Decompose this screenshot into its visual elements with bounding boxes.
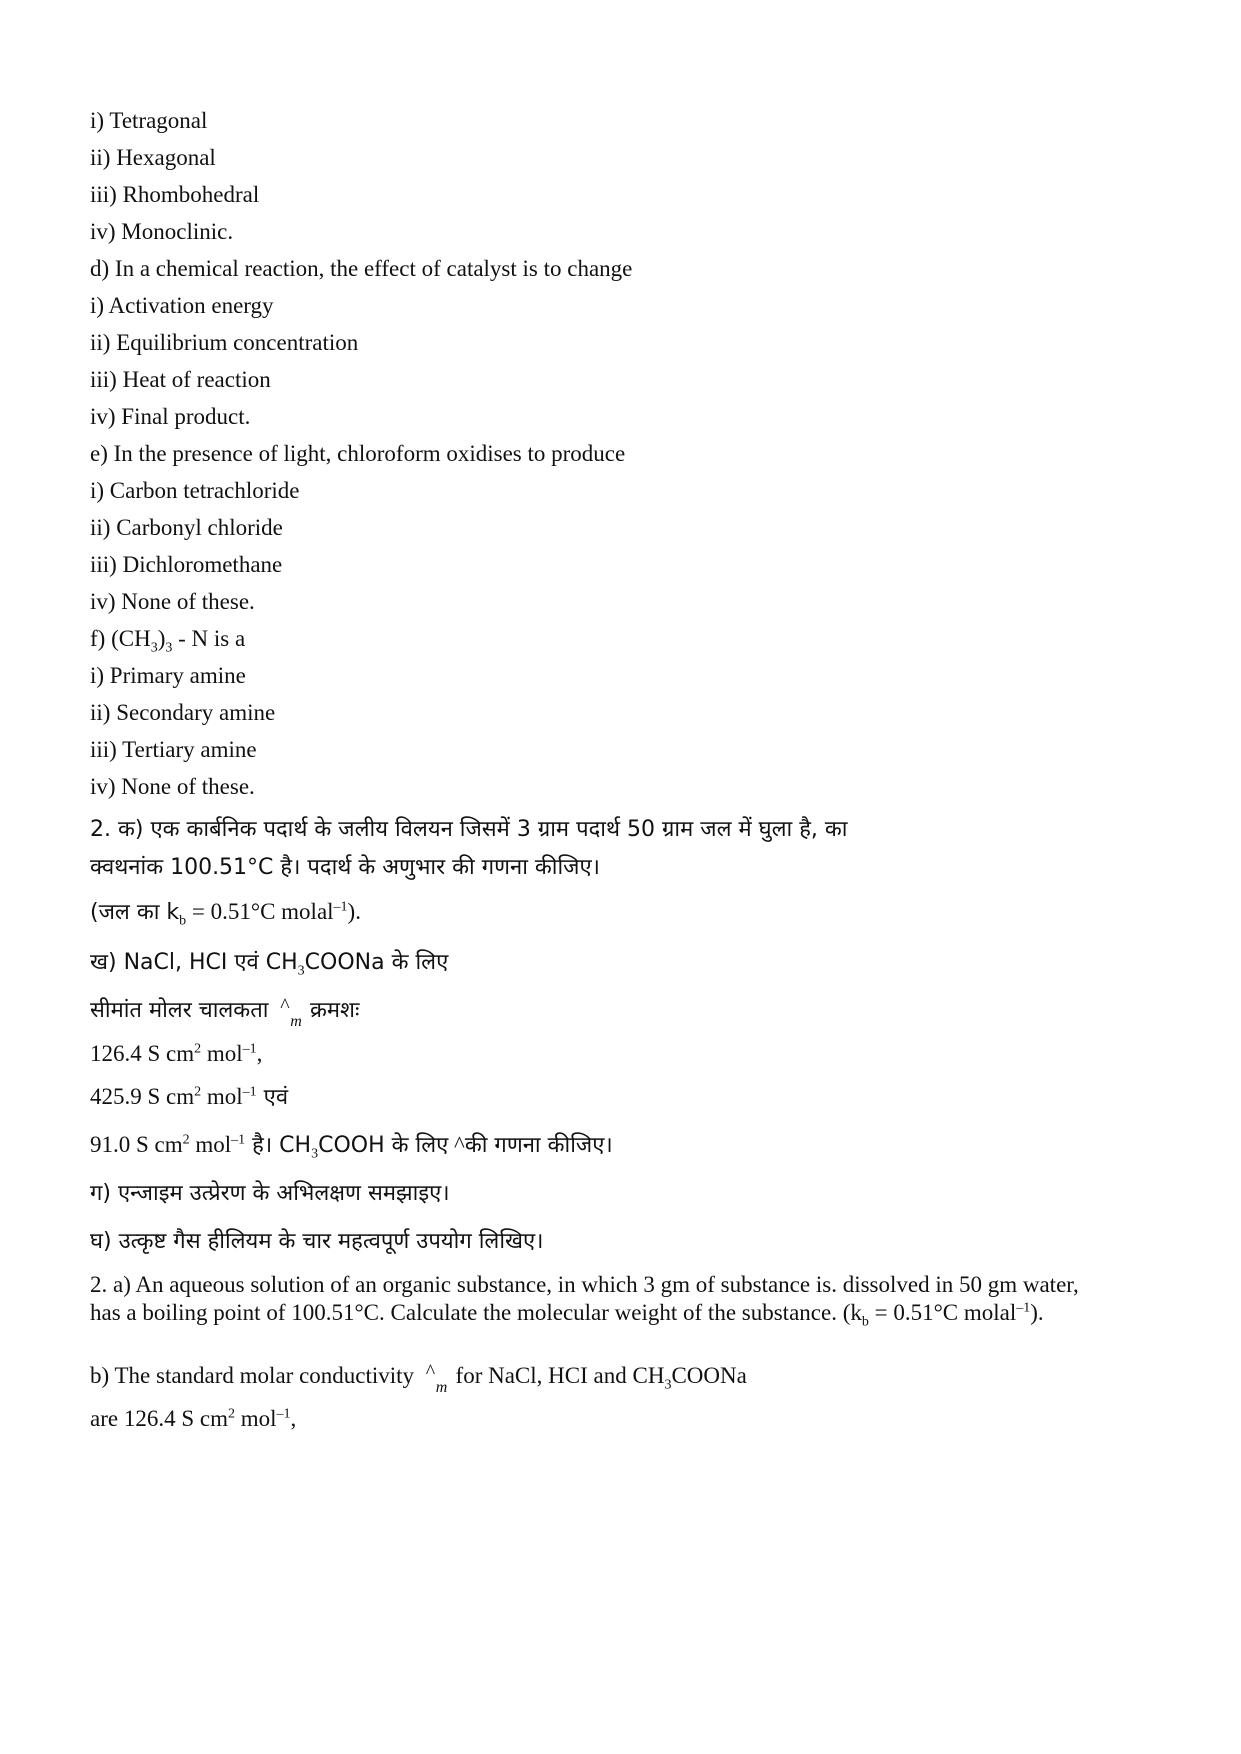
d-option-1: i) Activation energy: [90, 293, 274, 318]
question-f: f) $(CH_3)_3$ - N is a: [90, 626, 246, 656]
lambda-hat: ^: [454, 1132, 465, 1157]
conductivity-value-1: 126.4 S $cm^2$ mol$^{-1}$,: [90, 1041, 263, 1066]
e-option-4: iv) None of these.: [90, 589, 255, 614]
lambda-symbol: ^ m: [280, 995, 302, 1030]
f-option-1: i) Primary amine: [90, 663, 246, 688]
c-option-2: ii) Hexagonal: [90, 145, 216, 170]
e-option-3: iii) Dichloromethane: [90, 552, 283, 577]
e-option-1: i) Carbon tetrachloride: [90, 478, 300, 503]
c-option-3: iii) Rhombohedral: [90, 182, 260, 207]
d-option-2: ii) Equilibrium concentration: [90, 330, 359, 355]
hindi-question-2d: घ) उत्कृष्ट गैस हीलियम के चार महत्वपूर्ण उपयोग लिखिए।: [90, 1229, 544, 1254]
hindi-question-2b-line2: सीमांत मोलर चालकता ^ m क्रमशः: [90, 995, 360, 1030]
hindi-question-2a-kb: (जल का $k_b = 0.51^\circ C$ molal$^{-1}$).: [90, 899, 361, 929]
question-d: d) In a chemical reaction, the effect of catalyst is to change: [90, 256, 633, 281]
hindi-question-2b-line1: ख) NaCl, HCI एवं $CH_3COONa$ के लिए: [90, 950, 449, 979]
english-question-2b-line1: b) The standard molar conductivity ^ m for NaCl, HCI and $CH_3COONa$: [90, 1361, 747, 1396]
f-option-3: iii) Tertiary amine: [90, 737, 257, 762]
c-option-4: iv) Monoclinic.: [90, 219, 234, 244]
d-option-4: iv) Final product.: [90, 404, 251, 429]
hindi-question-2a-line1: 2. क) एक कार्बनिक पदार्थ के जलीय विलयन जिसमें 3 ग्राम पदार्थ 50 ग्राम जल में घुला है, का: [90, 817, 848, 842]
english-question-2a: 2. a) An aqueous solution of an organic substance, in which 3 gm of substance is. dissolved in 50 gm water, has a boiling point of 100.51°C. Calculate the molecular weight of the substance. ($k_b = 0.51^\circ C$ molal$^{-1}$).: [90, 1272, 1079, 1330]
hindi-question-2a-line2: क्वथनांक 100.51°C है। पदार्थ के अणुभार की गणना कीजिए।: [90, 855, 601, 880]
f-option-4: iv) None of these.: [90, 774, 255, 799]
d-option-3: iii) Heat of reaction: [90, 367, 271, 392]
question-e: e) In the presence of light, chloroform oxidises to produce: [90, 441, 626, 466]
lambda-symbol: ^ m: [425, 1361, 448, 1396]
english-question-2b-line2: are 126.4 S $cm^2$ mol$^{-1}$,: [90, 1406, 297, 1431]
conductivity-value-3: 91.0 S $cm^2$ mol$^{-1}$ है। $CH_3COOH$ के लिए ^की गणना कीजिए।: [90, 1132, 613, 1162]
hindi-question-2c: ग) एन्जाइम उत्प्रेरण के अभिलक्षण समझाइए।: [90, 1181, 450, 1206]
f-option-2: ii) Secondary amine: [90, 700, 276, 725]
e-option-2: ii) Carbonyl chloride: [90, 515, 283, 540]
conductivity-value-2: 425.9 S $cm^2$ mol$^{-1}$ एवं: [90, 1084, 289, 1110]
c-option-1: i) Tetragonal: [90, 108, 208, 133]
